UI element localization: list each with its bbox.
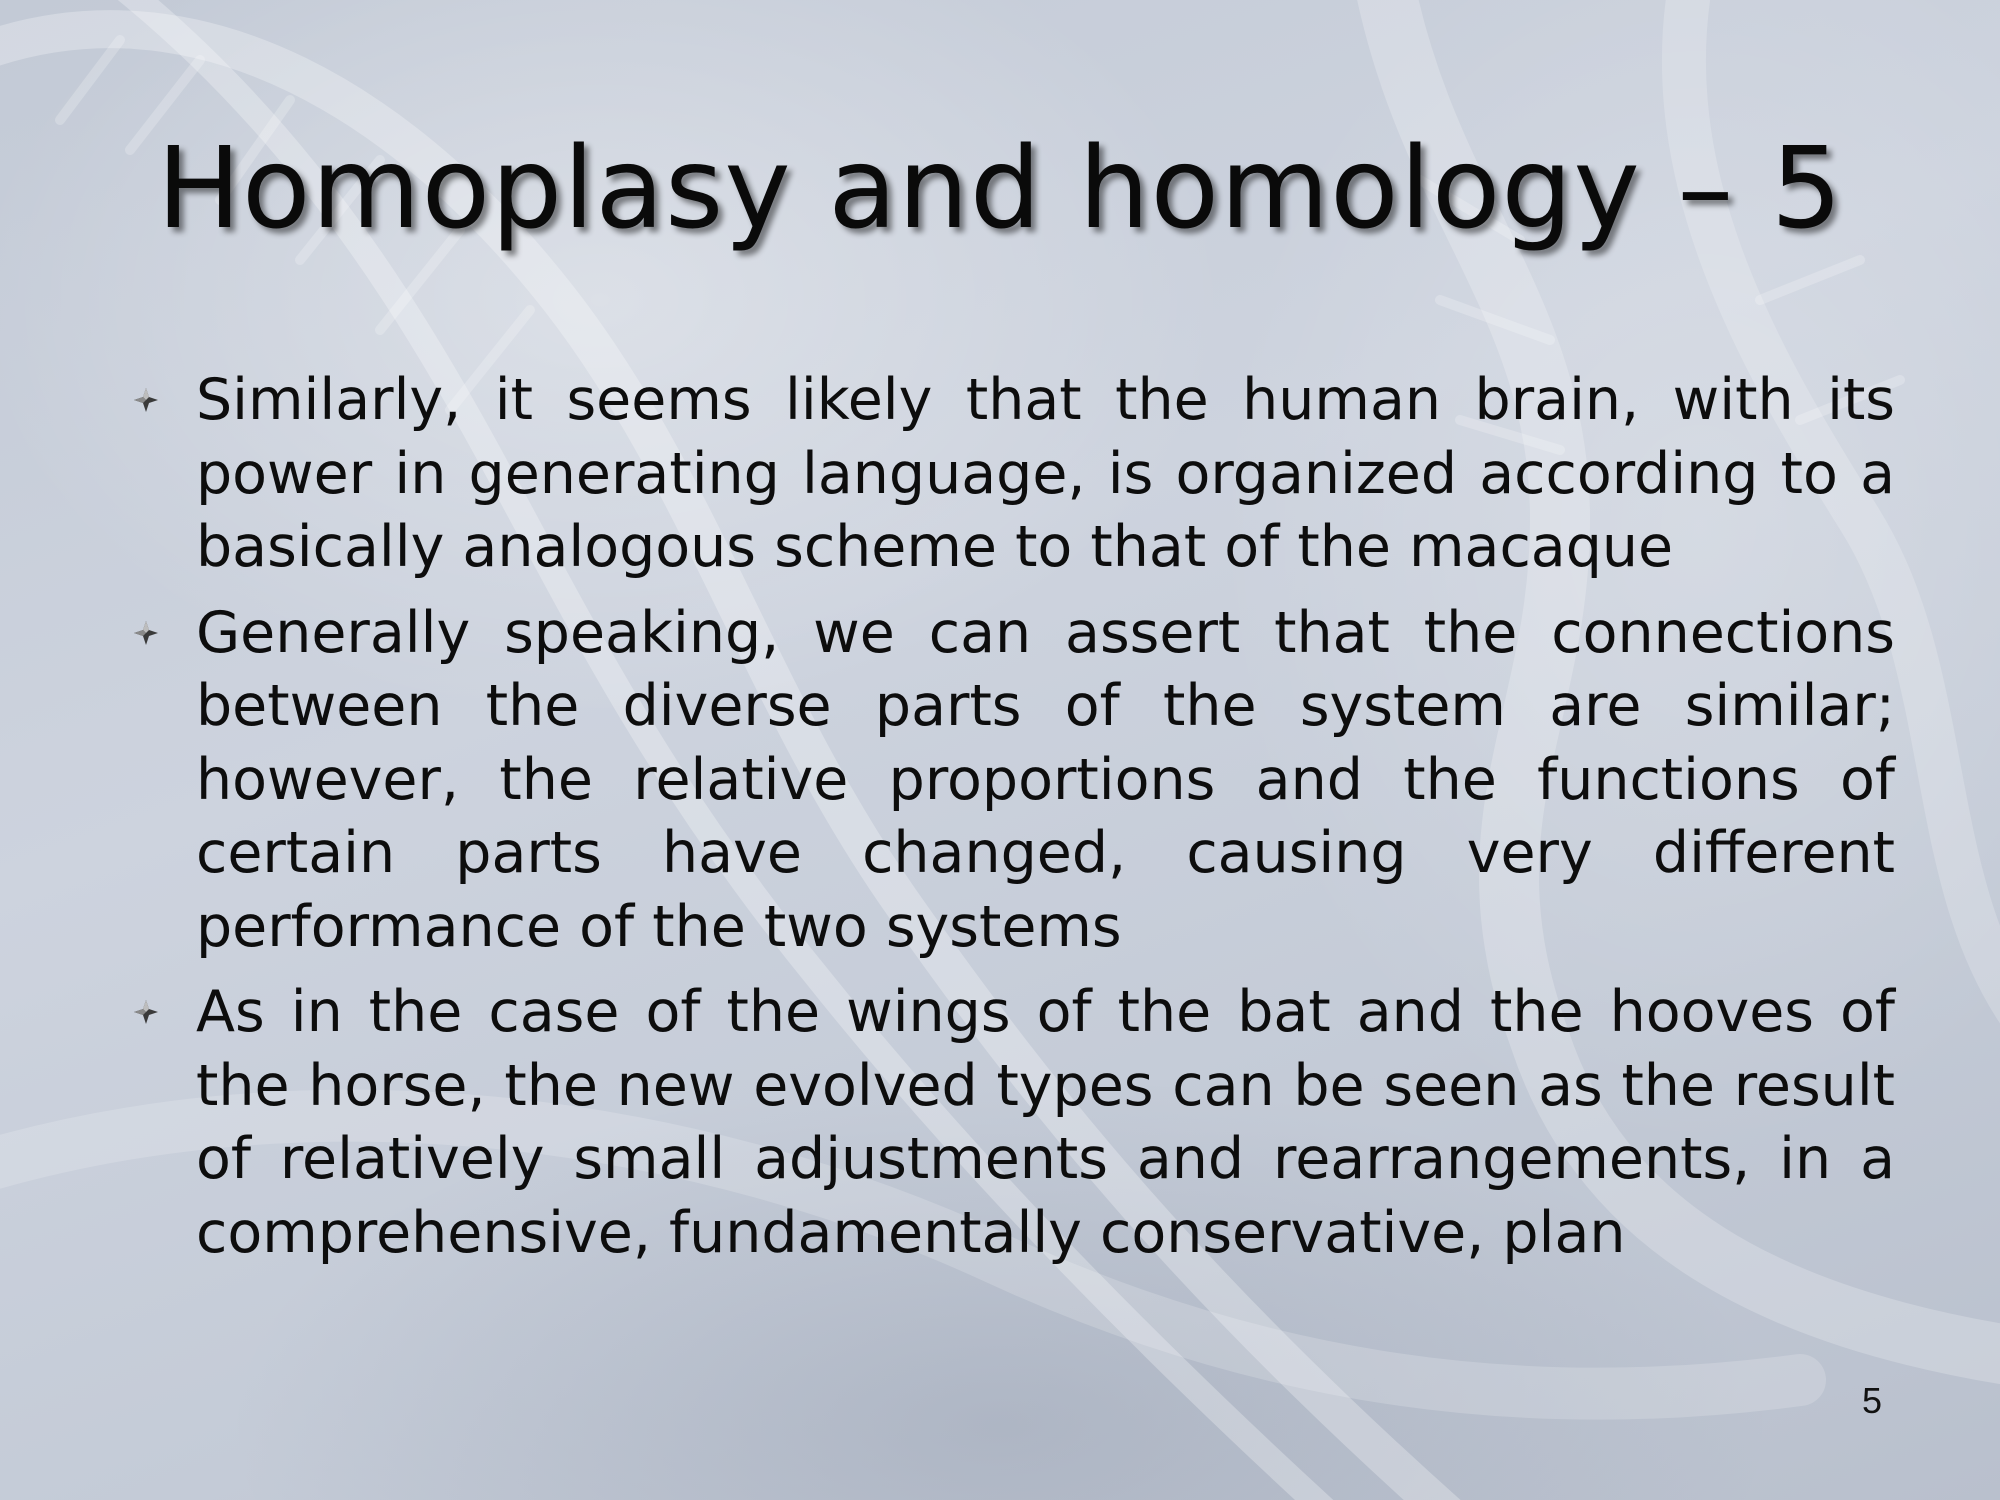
bullet-text: As in the case of the wings of the bat and the hooves of the horse, the new evolved types can be seen as the result of relatively small adjustments and rearrangements, in a comprehensive, fundamentally conservative, plan (196, 979, 1895, 1266)
four-point-star-icon (134, 621, 158, 645)
bullet-text: Generally speaking, we can assert that the connections between the diverse parts of the system are similar; however, the relative proportions and the functions of certain parts have changed, causing very different performance of the two systems (196, 599, 1895, 960)
bullet-item (128, 976, 1895, 1270)
four-point-star-icon (134, 1000, 158, 1024)
bullet-text: Similarly, it seems likely that the human brain, with its power in generating language, is organized according to a basically analogous scheme to that of the macaque (196, 367, 1895, 580)
bullet-item (128, 364, 1895, 585)
page-number: 5 (1861, 1380, 1882, 1421)
four-point-star-icon (134, 388, 158, 412)
bullet-list (128, 364, 1895, 1282)
slide-title: Homoplasy and homology – 5 (156, 124, 1844, 254)
bullet-item (128, 597, 1895, 965)
